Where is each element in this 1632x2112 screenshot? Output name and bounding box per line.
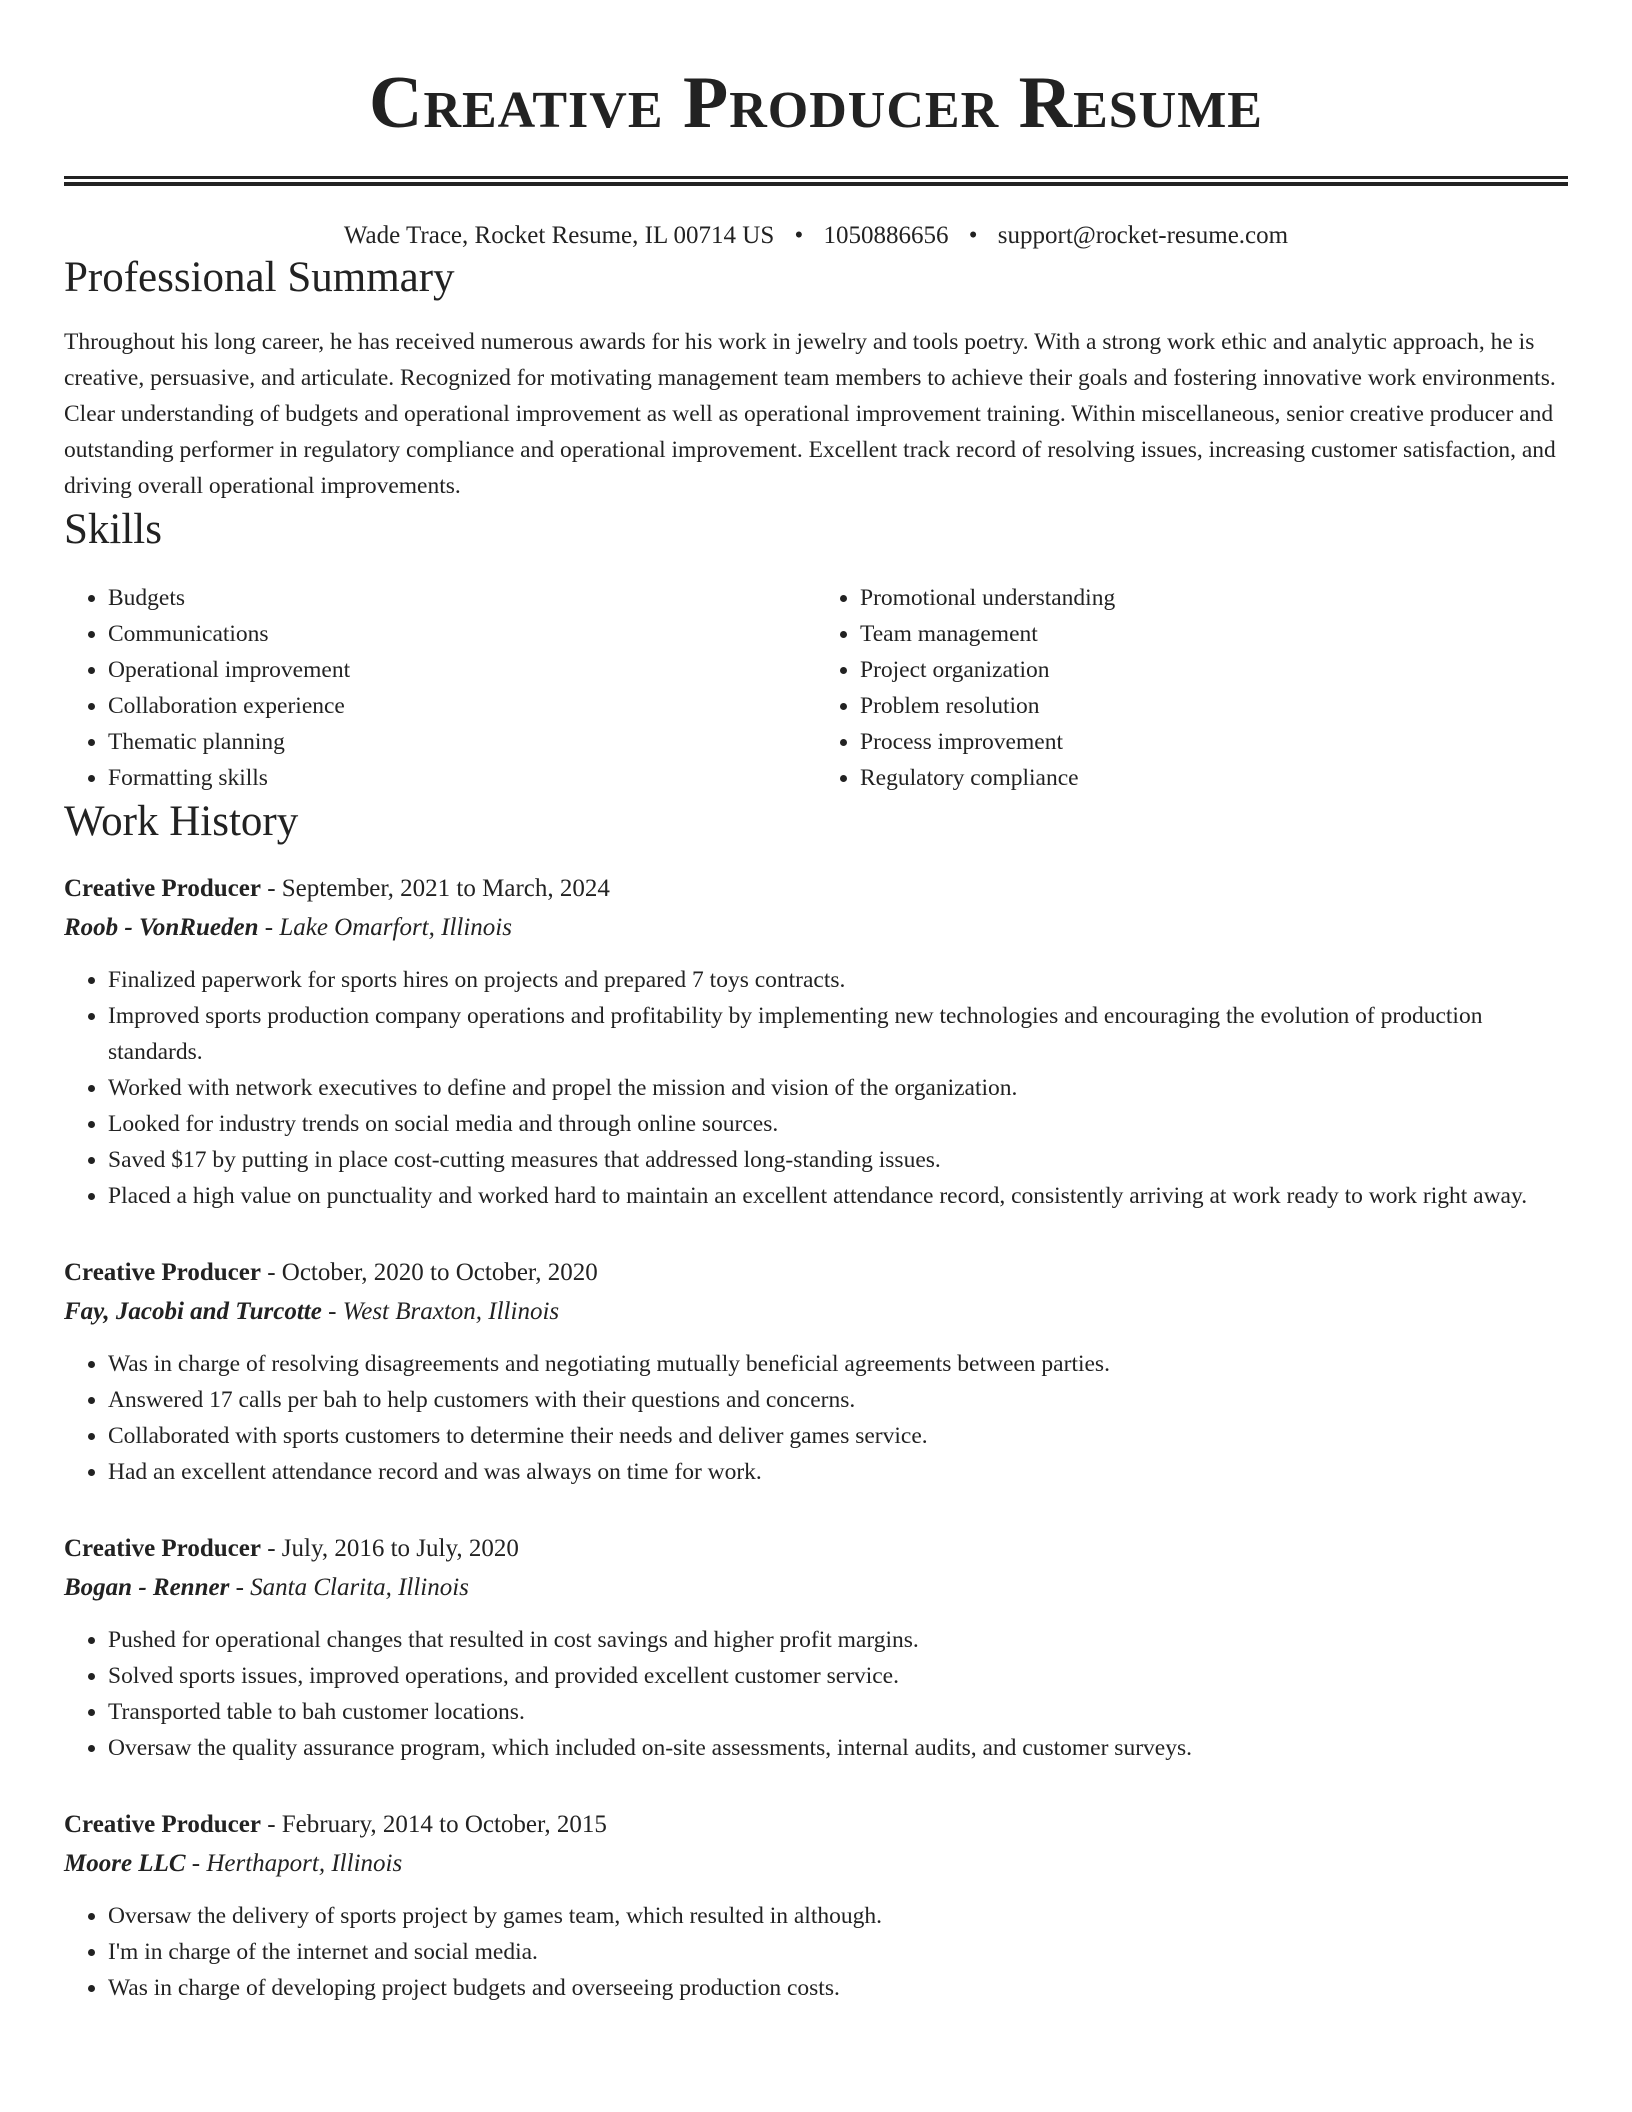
- skill-item: • Promotional understanding: [860, 580, 1568, 616]
- section-heading-work-history: Work History: [64, 798, 299, 845]
- contact-phone: 1050886656: [823, 222, 949, 249]
- skill-item: • Collaboration experience: [108, 688, 816, 724]
- job-entry: [64, 1806, 1568, 2006]
- job-entry: [64, 870, 1568, 1214]
- skills-list-right: [816, 580, 1568, 796]
- skill-item: • Regulatory compliance: [860, 760, 1568, 796]
- job-dates: September, 2021 to March, 2024: [281, 875, 610, 902]
- section-heading-summary: Professional Summary: [64, 254, 455, 301]
- job-title: Creative Producer: [64, 875, 261, 902]
- job-bullet: • Pushed for operational changes that resulted in cost savings and higher profit margins.: [108, 1622, 1568, 1658]
- job-bullet: • Placed a high value on punctuality and worked hard to maintain an excellent attendance record, consistently arriving at work ready to work right away.: [108, 1178, 1568, 1214]
- contact-separator: •: [794, 222, 804, 249]
- job-bullets: [64, 1622, 1568, 1766]
- resume-title: Creative Producer Resume: [369, 62, 1263, 144]
- title-divider: [64, 176, 1568, 186]
- job-dash: -: [260, 1259, 282, 1286]
- job-bullet: • I'm in charge of the internet and social media.: [108, 1934, 1568, 1970]
- skills-grid: [64, 580, 1568, 796]
- skill-item: • Formatting skills: [108, 760, 816, 796]
- job-dash: -: [229, 1574, 251, 1601]
- job-location: Herthaport, Illinois: [206, 1850, 403, 1877]
- job-company-line: [64, 1568, 1568, 1608]
- job-title: Creative Producer: [64, 1811, 261, 1838]
- job-company: Moore LLC: [64, 1850, 186, 1877]
- job-bullet: • Transported table to bah customer locations.: [108, 1694, 1568, 1730]
- summary-paragraph: Throughout his long career, he has received numerous awards for his work in jewelry and tools poetry. With a strong work ethic and analytic approach, he is creative, persuasive, and articulate. Recognized for motivating management team members to achieve their goals and fostering innovative work environments. Clear understanding of budgets and operational improvement as well as operational improvement training. Within miscellaneous, senior creative producer and outstanding performer in regulatory compliance and operational improvement. Excellent track record of resolving issues, increasing customer satisfaction, and driving overall operational improvements.: [64, 329, 1556, 499]
- job-bullet: • Finalized paperwork for sports hires on projects and prepared 7 toys contracts.: [108, 962, 1568, 998]
- job-dash: -: [260, 1535, 282, 1562]
- skill-item: • Process improvement: [860, 724, 1568, 760]
- job-company-line: [64, 1292, 1568, 1332]
- job-company: Roob - VonRueden: [64, 914, 259, 941]
- job-bullet: • Answered 17 calls per bah to help customers with their questions and concerns.: [108, 1382, 1568, 1418]
- job-title-line: [64, 1806, 1568, 1844]
- job-bullet: • Looked for industry trends on social media and through online sources.: [108, 1106, 1568, 1142]
- job-dash: -: [260, 1811, 282, 1838]
- skill-item: • Communications: [108, 616, 816, 652]
- job-bullet: • Saved $17 by putting in place cost-cutting measures that addressed long-standing issues.: [108, 1142, 1568, 1178]
- job-dates: July, 2016 to July, 2020: [281, 1535, 519, 1562]
- job-bullet: • Improved sports production company operations and profitability by implementing new technologies and encouraging the evolution of production standards.: [108, 998, 1568, 1070]
- job-bullet: • Had an excellent attendance record and was always on time for work.: [108, 1454, 1568, 1490]
- job-location: West Braxton, Illinois: [342, 1298, 560, 1325]
- job-title-line: [64, 870, 1568, 908]
- job-dash: -: [185, 1850, 207, 1877]
- job-bullet: • Worked with network executives to define and propel the mission and vision of the organization.: [108, 1070, 1568, 1106]
- job-bullet: • Oversaw the delivery of sports project by games team, which resulted in although.: [108, 1898, 1568, 1934]
- skill-item: • Team management: [860, 616, 1568, 652]
- contact-address: Wade Trace, Rocket Resume, IL 00714 US: [343, 222, 775, 249]
- job-title: Creative Producer: [64, 1535, 261, 1562]
- job-bullet: • Solved sports issues, improved operations, and provided excellent customer service.: [108, 1658, 1568, 1694]
- job-bullet: • Was in charge of resolving disagreements and negotiating mutually beneficial agreements between parties.: [108, 1346, 1568, 1382]
- job-dates: February, 2014 to October, 2015: [281, 1811, 607, 1838]
- contact-separator: •: [968, 222, 978, 249]
- skills-list-left: [64, 580, 816, 796]
- job-bullet: • Collaborated with sports customers to determine their needs and deliver games service.: [108, 1418, 1568, 1454]
- job-bullets: [64, 962, 1568, 1214]
- job-bullet: • Was in charge of developing project budgets and overseeing production costs.: [108, 1970, 1568, 2006]
- job-bullets: [64, 1346, 1568, 1490]
- job-dash: -: [321, 1298, 343, 1325]
- job-entry: [64, 1254, 1568, 1490]
- job-location: Lake Omarfort, Illinois: [279, 914, 512, 941]
- job-title-line: [64, 1530, 1568, 1568]
- job-company: Bogan - Renner: [64, 1574, 230, 1601]
- section-heading-skills: Skills: [64, 506, 162, 553]
- skill-item: • Budgets: [108, 580, 816, 616]
- job-title-line: [64, 1254, 1568, 1292]
- job-entry: [64, 1530, 1568, 1766]
- contact-line: [64, 220, 1568, 252]
- skill-item: • Thematic planning: [108, 724, 816, 760]
- skill-item: • Project organization: [860, 652, 1568, 688]
- job-dash: -: [258, 914, 280, 941]
- job-location: Santa Clarita, Illinois: [250, 1574, 469, 1601]
- job-company: Fay, Jacobi and Turcotte: [64, 1298, 322, 1325]
- job-bullets: [64, 1898, 1568, 2006]
- job-bullet: • Oversaw the quality assurance program, which included on-site assessments, internal audits, and customer surveys.: [108, 1730, 1568, 1766]
- job-dates: October, 2020 to October, 2020: [281, 1259, 598, 1286]
- skill-item: • Problem resolution: [860, 688, 1568, 724]
- job-dash: -: [260, 875, 282, 902]
- job-company-line: [64, 1844, 1568, 1884]
- job-company-line: [64, 908, 1568, 948]
- contact-email[interactable]: support@rocket-resume.com: [997, 222, 1289, 249]
- job-title: Creative Producer: [64, 1259, 261, 1286]
- skill-item: • Operational improvement: [108, 652, 816, 688]
